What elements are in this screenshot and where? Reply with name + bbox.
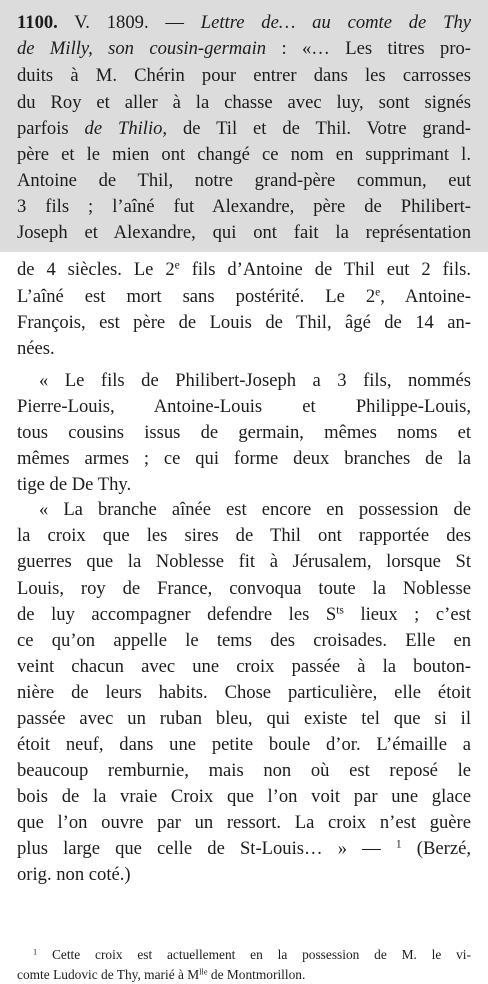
text-line: de 4 siècles. Le 2e fils d’Antoine de Thil eut 2 fils. <box>17 259 471 280</box>
text-line: ce qu’on appelle le tems des croisades. Elle en <box>17 630 471 651</box>
text-line: Antoine de Thil, notre grand-père commun, eut <box>17 170 471 191</box>
text-line: Joseph et Alexandre, qui ont fait la représentation <box>17 222 471 243</box>
text-line: tige de De Thy. <box>17 474 132 495</box>
entry-title-cont: de Milly, son cousin-germain <box>17 38 267 59</box>
text-line: plus large que celle de St-Louis… » — $^1$ (Berzé, <box>17 838 471 859</box>
text-line: duits à M. Chérin pour entrer dans les carrosses <box>17 65 471 86</box>
text-line: François, est père de Louis de Thil, âgé de 14 an- <box>17 312 471 333</box>
text-line: parfois de Thilio, de Til et de Thil. Votre grand- <box>17 118 471 139</box>
text-line: la croix que les sires de Thil ont rapportée des <box>17 525 471 546</box>
text-line: beaucoup remburnie, mais non où est reposé le <box>17 760 471 781</box>
entry-date: V. 1809. — <box>74 12 184 33</box>
text-line: Pierre-Louis, Antoine-Louis et Philippe-Louis, <box>17 396 471 417</box>
text-line: que l’on ouvre par un ressort. La croix n’est guère <box>17 812 471 833</box>
text-line: orig. non coté.) <box>17 864 131 885</box>
text-line: père et le mien ont changé ce nom en supprimant l. <box>17 144 471 165</box>
footnote: $^1$ Cette croix est actuellement en la possession de M. le vi- <box>33 947 471 962</box>
text-line: nière de leurs habits. Chose particulière, elle étoit <box>17 682 471 703</box>
text-line: de luy accompagner defendre les $S^{ts}$ lieux ; c’est <box>17 604 471 625</box>
text-line: L’aîné est mort sans postérité. Le 2e, Antoine- <box>17 286 471 307</box>
text-line: de Milly, son cousin-germain : «… Les titres pro- <box>17 38 471 59</box>
text-line: étoit neuf, dans une petite boule d’or. L’émaille a <box>17 734 471 755</box>
footnote-line: comte Ludovic de Thy, marié à $M^{lle}$ de Montmorillon. <box>17 967 306 982</box>
text-line: mêmes armes ; ce qui forme deux branches de la <box>17 448 471 469</box>
text-line: nées. <box>17 338 55 359</box>
paragraph-start: « La branche aînée est encore en possession de <box>39 499 471 520</box>
entry-heading-line <box>17 10 471 36</box>
text-line: Louis, roy de France, convoqua toute la Noblesse <box>17 578 471 599</box>
text-line: tous cousins issus de germain, mêmes noms et <box>17 422 471 443</box>
text-line: veint chacun avec une croix passée à la bouton- <box>17 656 471 677</box>
text-line: passée avec un ruban bleu, qui existe tel que si il <box>17 708 471 729</box>
text-line: du Roy et aller à la chasse avec luy, sont signés <box>17 92 471 113</box>
entry-title: Lettre de… au comte de Thy <box>200 12 471 33</box>
text-line: bois de la vraie Croix que l’on voit par une glace <box>17 786 471 807</box>
paragraph-start: « Le fils de Philibert-Joseph a 3 fils, nommés <box>39 370 471 391</box>
footnote-mark: 1 <box>33 947 38 957</box>
footnote-reference: 1 <box>395 838 402 851</box>
entry-number: 1100. <box>17 12 58 33</box>
text-line: 3 fils ; l’aîné fut Alexandre, père de Philibert- <box>17 196 471 217</box>
text-line: guerres que la Noblesse fit à Jérusalem, lorsque St <box>17 551 471 572</box>
